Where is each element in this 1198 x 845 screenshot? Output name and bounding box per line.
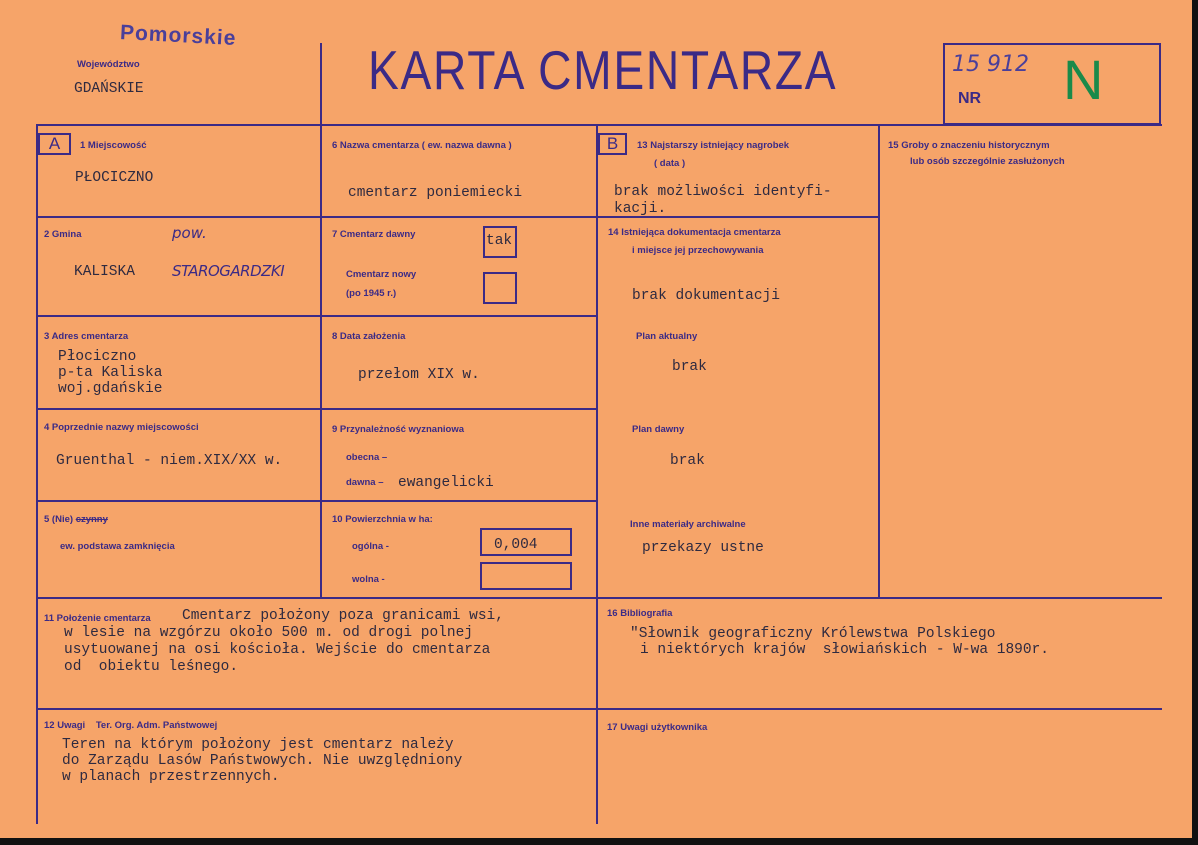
region-stamp: Pomorskie [119,20,237,51]
voivodeship-value: GDAŃSKIE [74,81,144,97]
field-12-label-sub: Ter. Org. Adm. Państwowej [95,720,218,731]
field-12-label-main: 12 Uwagi [44,720,86,731]
field-2-county: STAROGARDZKI [172,262,285,280]
field-13-label-2: ( data ) [654,158,686,169]
field-8-label: 8 Data założenia [332,331,406,342]
field-14-plan-former-label: Plan dawny [632,424,685,435]
field-10-total-value: 0,004 [494,537,538,553]
field-16-line-1: "Słownik geograficzny Królewstwa Polskiego [630,626,996,642]
nr-label: NR [958,90,982,107]
field-3-line-3: woj.gdańskie [58,381,163,397]
field-2-value: KALISKA [74,264,135,280]
field-1-label: 1 Miejscowość [80,140,147,151]
field-16-label: 16 Bibliografia [607,608,673,619]
field-10-label: 10 Powierzchnia w ha: [332,514,433,525]
field-7-new-label-1: Cmentarz nowy [346,269,417,280]
field-12-line-1: Teren na którym położony jest cmentarz należy [62,737,454,753]
field-14-plan-former-value: brak [670,453,705,469]
field-5-label [44,513,108,527]
field-5-label-prefix: 5 (Nie) [44,514,74,525]
field-14-label-1: 14 Istniejąca dokumentacja cmentarza [608,227,781,238]
field-15-label-2: lub osób szczególnie zasłużonych [910,156,1065,167]
field-11-line-2: w lesie na wzgórzu około 500 m. od drogi polnej [64,625,473,641]
field-6-label: 6 Nazwa cmentarza ( ew. nazwa dawna ) [332,140,512,151]
field-14-other-value: przekazy ustne [642,540,764,556]
section-a-marker: A [38,133,71,155]
registry-number: 15 912 [952,52,1029,77]
field-7-value: tak [486,233,513,249]
field-3-line-1: Płociczno [58,349,137,365]
field-11-line-4: od obiektu leśnego. [64,659,239,675]
field-11-label: 11 Położenie cmentarza [44,613,151,624]
field-12-line-3: w planach przestrzennych. [62,769,280,785]
field-10-free-label: wolna - [352,574,385,585]
field-6-value: cmentarz poniemiecki [348,185,523,201]
field-9-former-value: ewangelicki [398,475,494,491]
field-10-total-label: ogólna - [352,541,389,552]
field-13-line-1: brak możliwości identyfi- [614,184,832,200]
type-letter: N [1063,48,1104,111]
field-8-value: przełom XIX w. [358,367,480,383]
section-b-marker: B [598,133,627,155]
voivodeship-label: Województwo [77,59,140,70]
field-14-label-2: i miejsce jej przechowywania [632,245,764,256]
field-2-pow: pow. [172,224,207,242]
field-11-line-3: usytuowanej na osi kościoła. Wejście do cmentarza [64,642,491,658]
new-cemetery-box [483,272,517,304]
free-area-box [480,562,572,590]
field-7-new-label-2: (po 1945 r.) [346,288,397,299]
field-9-former-label: dawna – [346,477,384,488]
field-14-other-label: Inne materiały archiwalne [630,519,746,530]
field-14-value: brak dokumentacji [632,288,780,304]
field-2-label: 2 Gmina [44,229,82,240]
field-17-label: 17 Uwagi użytkownika [607,722,708,733]
field-3-label: 3 Adres cmentarza [44,331,129,342]
field-4-value: Gruenthal - niem.XIX/XX w. [56,453,283,469]
field-14-plan-current-value: brak [672,359,707,375]
field-1-value: PŁOCICZNO [75,170,154,186]
field-12-line-2: do Zarządu Lasów Państwowych. Nie uwzględniony [62,753,463,769]
field-3-line-2: p-ta Kaliska [58,365,163,381]
field-11-line-1: Cmentarz położony poza granicami wsi, [182,608,504,624]
field-5-label-struck: czynny [75,514,108,525]
field-7-label: 7 Cmentarz dawny [332,229,416,240]
field-13-label-1: 13 Najstarszy istniejący nagrobek [637,140,790,151]
field-9-label: 9 Przynależność wyznaniowa [332,424,464,435]
field-5-sub: ew. podstawa zamknięcia [60,541,175,552]
field-15-label-1: 15 Groby o znaczeniu historycznym [888,140,1050,151]
card-title: KARTA CMENTARZA [368,39,838,101]
field-16-line-2: i niektórych krajów słowiańskich - W-wa 1890r. [640,642,1049,658]
field-14-plan-current-label: Plan aktualny [636,331,698,342]
field-4-label: 4 Poprzednie nazwy miejscowości [44,422,199,433]
field-12-label [44,719,217,733]
field-9-current-label: obecna – [346,452,388,463]
field-13-line-2: kacji. [614,201,667,217]
